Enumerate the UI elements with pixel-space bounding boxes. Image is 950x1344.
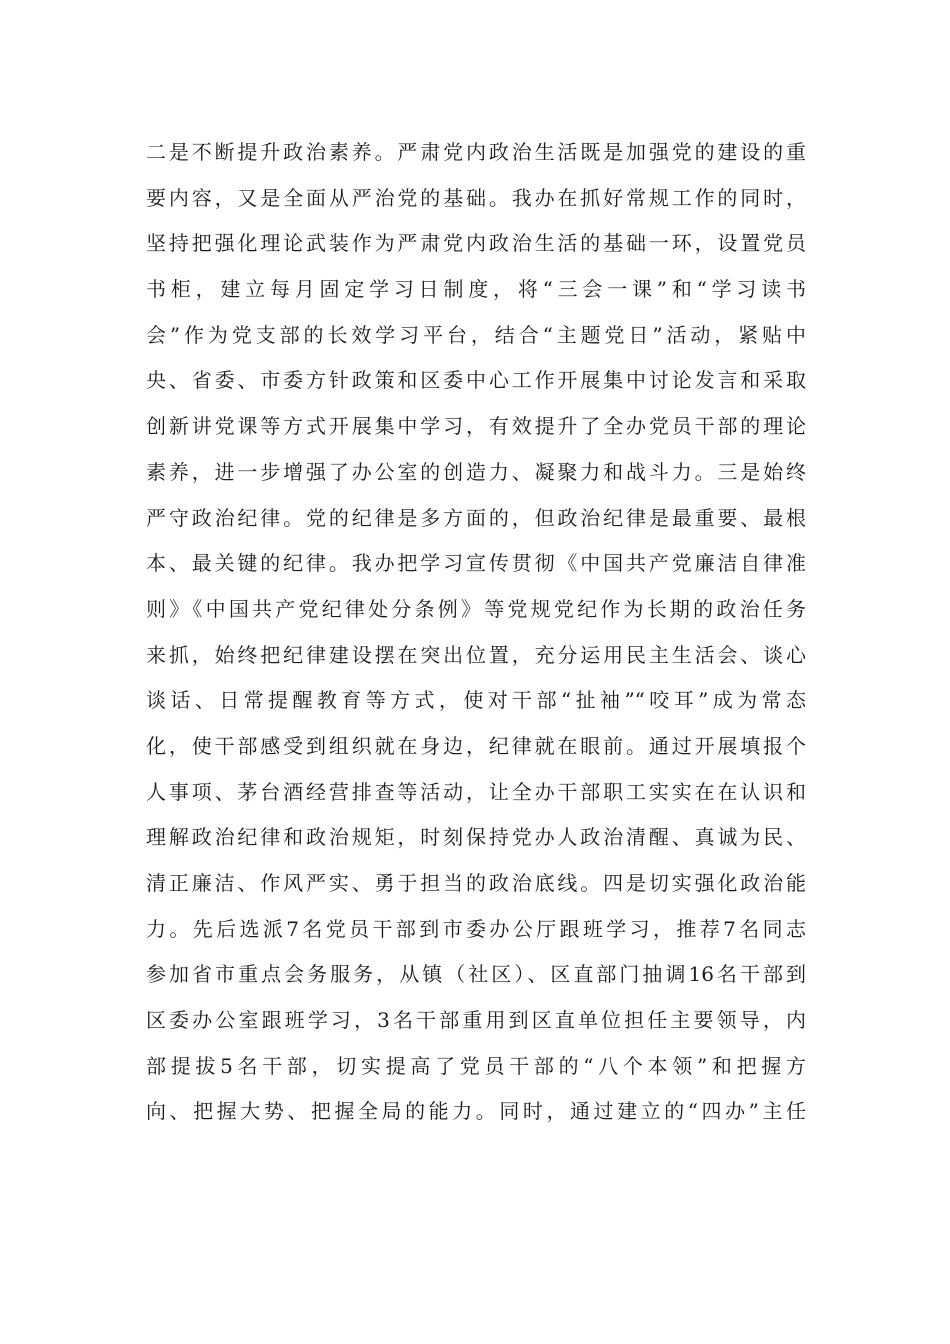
text-line-16: 理解政治纪律和政治规矩，时刻保持党办人政治清醒、真诚为民、 <box>146 825 806 850</box>
text-line-18: 力。先后选派7名党员干部到市委办公厅跟班学习，推荐7名同志 <box>146 916 806 941</box>
text-line-19: 参加省市重点会务服务，从镇（社区）、区直部门抽调16名干部到 <box>146 962 806 987</box>
text-line-11: 则》《中国共产党纪律处分条例》等党规党纪作为长期的政治任务 <box>146 596 806 621</box>
text-line-9: 严守政治纪律。党的纪律是多方面的，但政治纪律是最重要、最根 <box>146 505 806 530</box>
text-line-3: 坚持把强化理论武装作为严肃党内政治生活的基础一环，设置党员 <box>146 231 806 256</box>
text-line-8: 素养，进一步增强了办公室的创造力、凝聚力和战斗力。三是始终 <box>146 459 806 484</box>
text-line-21: 部提拔5名干部，切实提高了党员干部的“八个本领”和把握方 <box>146 1053 806 1078</box>
text-line-22: 向、把握大势、把握全局的能力。同时，通过建立的“四办”主任 <box>146 1099 806 1124</box>
text-line-13: 谈话、日常提醒教育等方式，使对干部“扯袖”“咬耳”成为常态 <box>146 688 806 713</box>
text-line-2: 要内容，又是全面从严治党的基础。我办在抓好常规工作的同时， <box>146 185 806 210</box>
text-line-14: 化，使干部感受到组织就在身边，纪律就在眼前。通过开展填报个 <box>146 733 806 758</box>
text-line-17: 清正廉洁、作风严实、勇于担当的政治底线。四是切实强化政治能 <box>146 871 806 895</box>
text-line-15: 人事项、茅台酒经营排查等活动，让全办干部职工实实在在认识和 <box>146 779 806 804</box>
text-line-5: 会”作为党支部的长效学习平台，结合“主题党日”活动，紧贴中 <box>146 322 806 347</box>
text-line-1: 二是不断提升政治素养。严肃党内政治生活既是加强党的建设的重 <box>146 140 806 164</box>
text-line-10: 本、最关键的纪律。我办把学习宣传贯彻《中国共产党廉洁自律准 <box>146 551 806 576</box>
text-line-6: 央、省委、市委方针政策和区委中心工作开展集中讨论发言和采取 <box>146 368 806 393</box>
text-line-7: 创新讲党课等方式开展集中学习，有效提升了全办党员干部的理论 <box>146 414 806 439</box>
text-line-4: 书柜，建立每月固定学习日制度，将“三会一课”和“学习读书 <box>146 277 806 302</box>
text-line-12: 来抓，始终把纪律建设摆在突出位置，充分运用民主生活会、谈心 <box>146 642 806 667</box>
text-line-20: 区委办公室跟班学习，3名干部重用到区直单位担任主要领导，内 <box>146 1008 806 1033</box>
body-paragraph <box>146 130 806 1135</box>
